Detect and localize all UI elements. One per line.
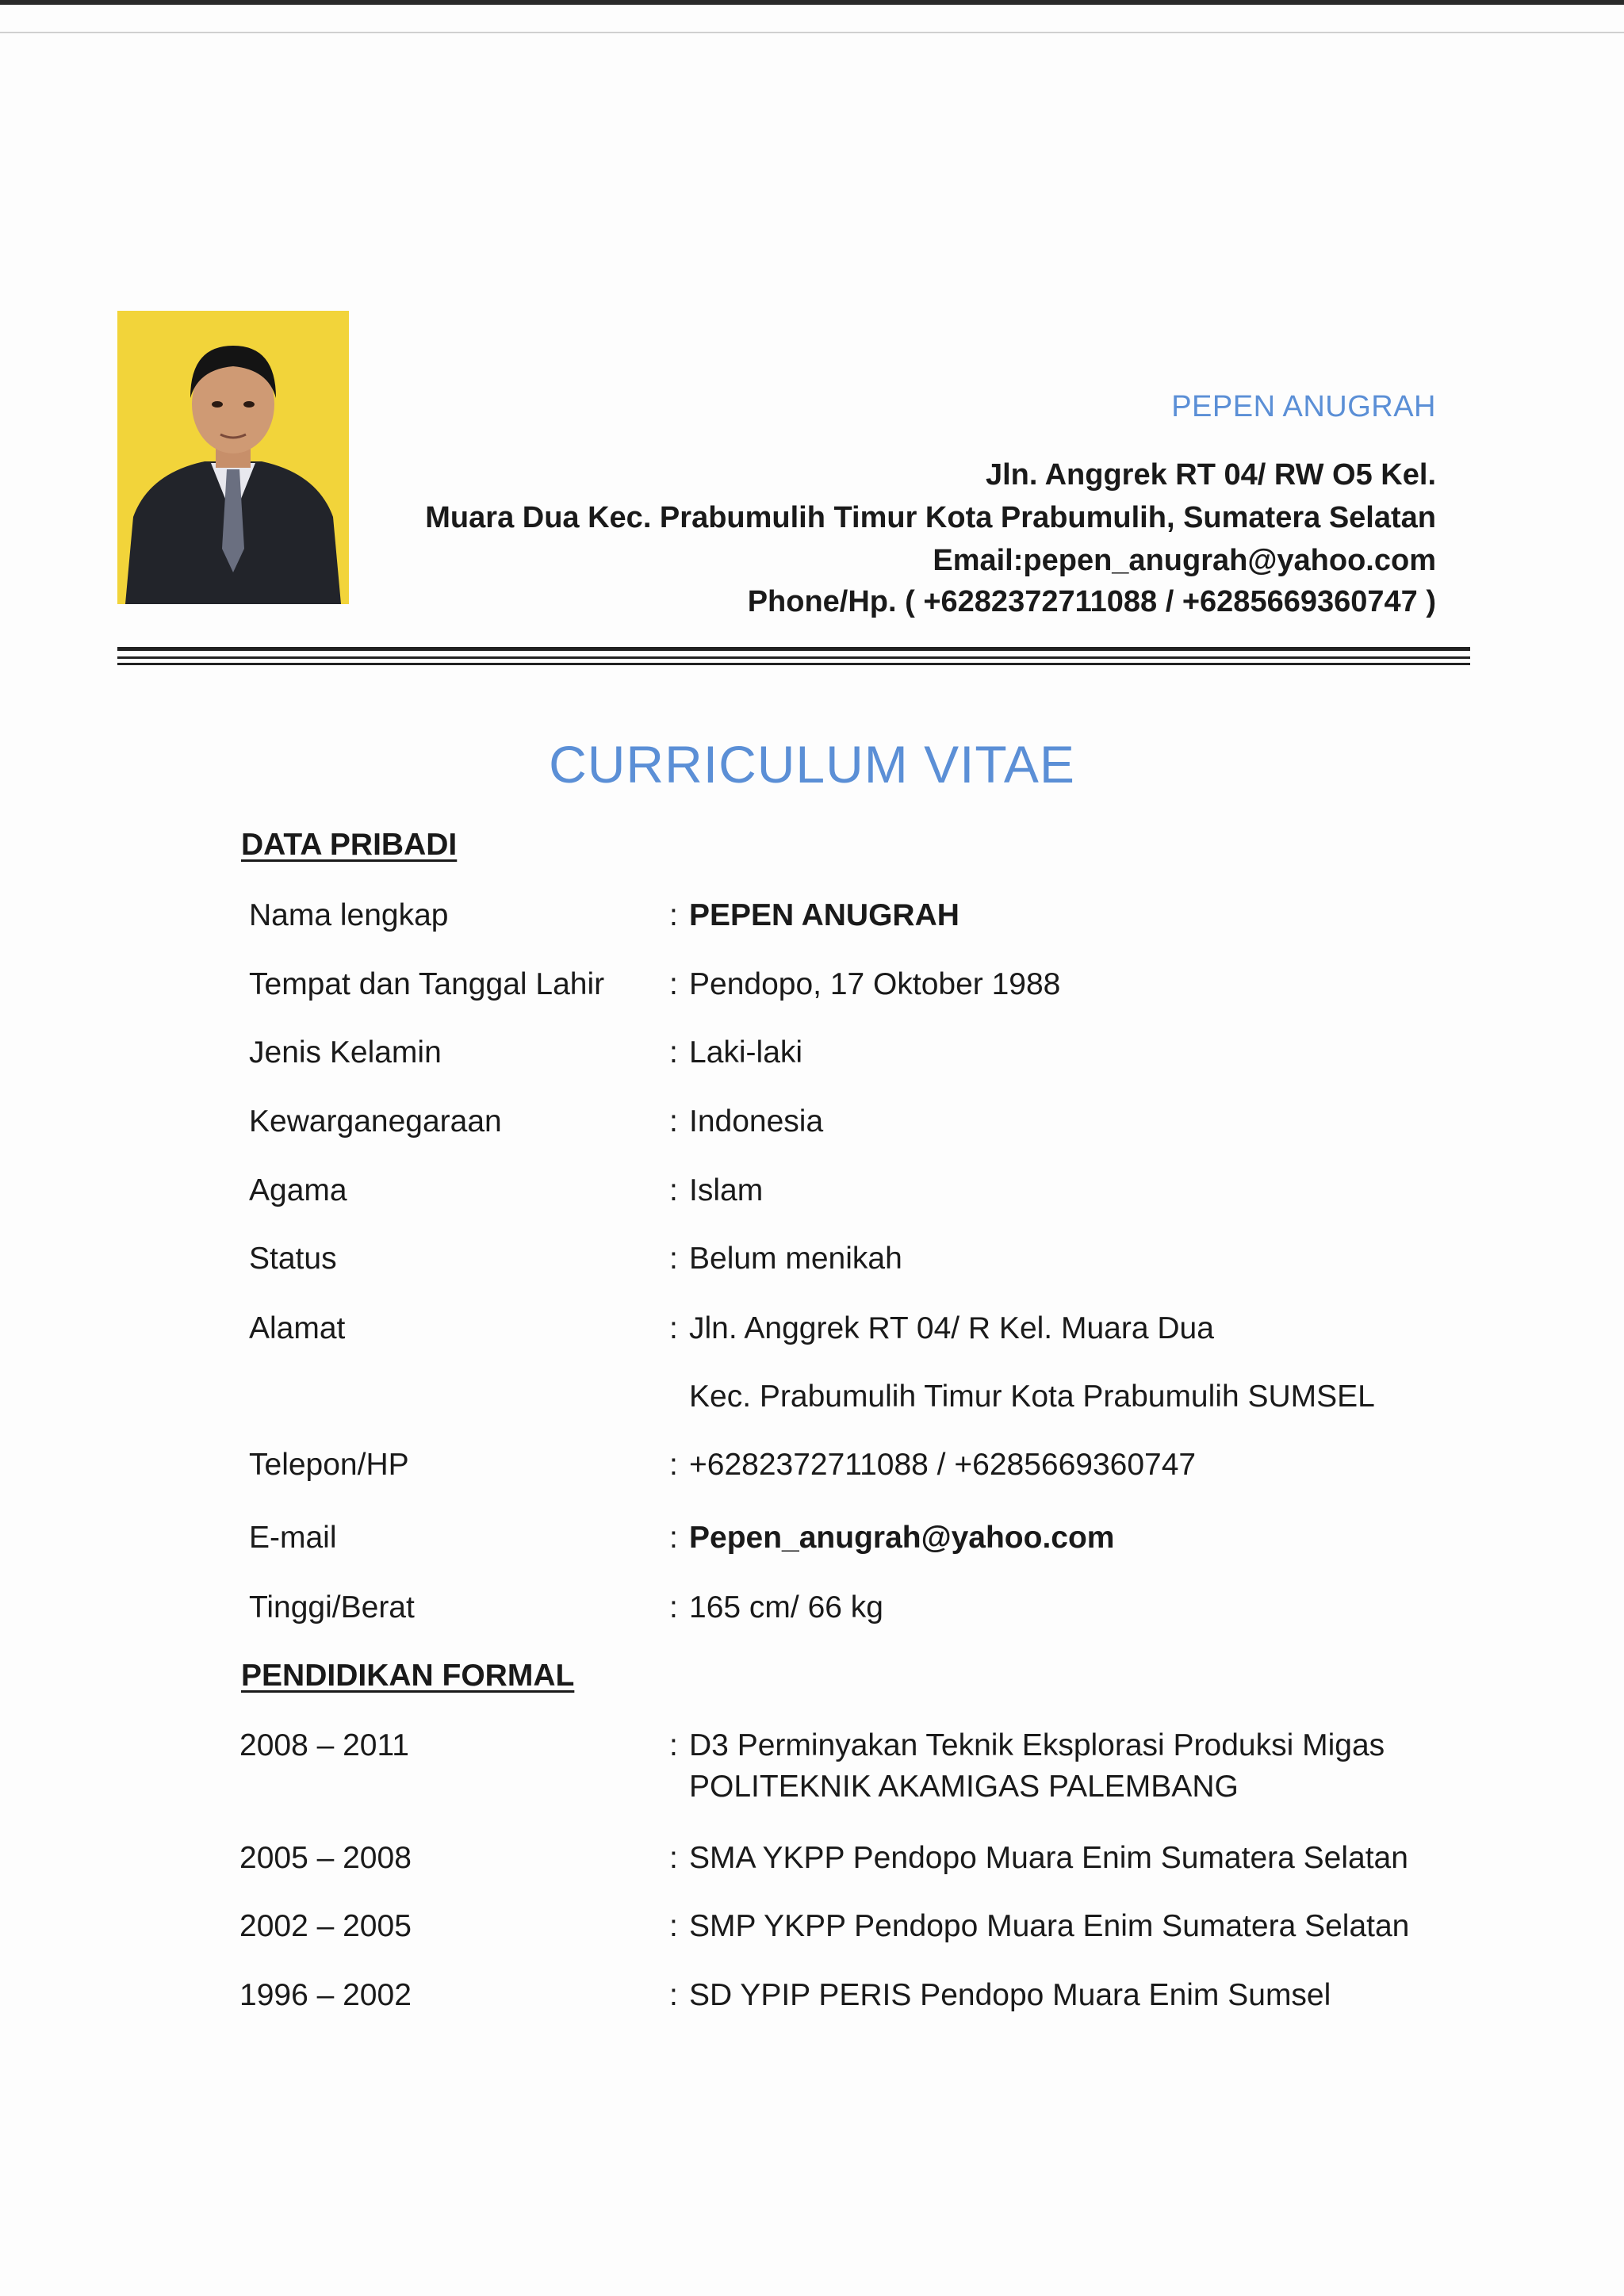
header-name: PEPEN ANUGRAH	[1171, 390, 1436, 423]
field-value: Islam	[689, 1173, 764, 1207]
header-email: Email:pepen_anugrah@yahoo.com	[933, 544, 1436, 577]
field-label: Kewarganegaraan	[249, 1104, 502, 1138]
header-divider-2	[117, 656, 1470, 659]
education-school: SMA YKPP Pendopo Muara Enim Sumatera Selatan	[689, 1841, 1408, 1875]
field-value: PEPEN ANUGRAH	[689, 898, 959, 932]
colon: :	[669, 1590, 678, 1624]
education-years: 2008 – 2011	[239, 1728, 409, 1762]
field-label: Tinggi/Berat	[249, 1590, 415, 1624]
field-value: Laki-laki	[689, 1035, 803, 1070]
header-address-line1: Jln. Anggrek RT 04/ RW O5 Kel.	[985, 458, 1436, 492]
colon: :	[669, 1909, 678, 1943]
profile-photo	[117, 311, 349, 604]
scan-edge	[0, 0, 1624, 5]
colon: :	[669, 1035, 678, 1070]
section-heading-personal: DATA PRIBADI	[241, 828, 458, 862]
field-label: Alamat	[249, 1311, 346, 1345]
scan-edge-line	[0, 32, 1624, 33]
field-value: Jln. Anggrek RT 04/ R Kel. Muara Dua	[689, 1311, 1214, 1345]
field-value: Indonesia	[689, 1104, 824, 1138]
colon: :	[669, 898, 678, 932]
colon: :	[669, 1104, 678, 1138]
colon: :	[669, 1521, 678, 1555]
colon: :	[669, 1448, 678, 1482]
field-label: Telepon/HP	[249, 1448, 409, 1482]
section-heading-education: PENDIDIKAN FORMAL	[241, 1659, 575, 1693]
education-years: 2005 – 2008	[239, 1841, 412, 1875]
education-school-line2: POLITEKNIK AKAMIGAS PALEMBANG	[689, 1770, 1239, 1804]
colon: :	[669, 1841, 678, 1875]
field-label: E-mail	[249, 1521, 337, 1555]
header-divider	[117, 647, 1470, 651]
field-label: Status	[249, 1242, 337, 1276]
education-years: 1996 – 2002	[239, 1978, 412, 2012]
colon: :	[669, 1978, 678, 2012]
education-school: SMP YKPP Pendopo Muara Enim Sumatera Selatan	[689, 1909, 1410, 1943]
education-years: 2002 – 2005	[239, 1909, 412, 1943]
field-value: 165 cm/ 66 kg	[689, 1590, 883, 1624]
colon: :	[669, 1728, 678, 1762]
education-school: D3 Perminyakan Teknik Eksplorasi Produksi Migas	[689, 1728, 1385, 1762]
colon: :	[669, 1173, 678, 1207]
field-label: Jenis Kelamin	[249, 1035, 442, 1070]
field-label: Agama	[249, 1173, 347, 1207]
education-school: SD YPIP PERIS Pendopo Muara Enim Sumsel	[689, 1978, 1331, 2012]
colon: :	[669, 967, 678, 1001]
document-title: CURRICULUM VITAE	[549, 735, 1075, 794]
field-value: +6282372711088 / +6285669360747	[689, 1448, 1197, 1482]
field-value: Belum menikah	[689, 1242, 902, 1276]
field-value-line2: Kec. Prabumulih Timur Kota Prabumulih SUMSEL	[689, 1380, 1375, 1414]
field-label: Tempat dan Tanggal Lahir	[249, 967, 605, 1001]
header-address-line2: Muara Dua Kec. Prabumulih Timur Kota Prabumulih, Sumatera Selatan	[425, 501, 1436, 534]
colon: :	[669, 1242, 678, 1276]
field-value: Pendopo, 17 Oktober 1988	[689, 967, 1061, 1001]
field-label: Nama lengkap	[249, 898, 449, 932]
colon: :	[669, 1311, 678, 1345]
field-value: Pepen_anugrah@yahoo.com	[689, 1521, 1115, 1555]
header-phone: Phone/Hp. ( +6282372711088 / +6285669360747 )	[747, 585, 1436, 618]
header-divider-3	[117, 663, 1470, 665]
